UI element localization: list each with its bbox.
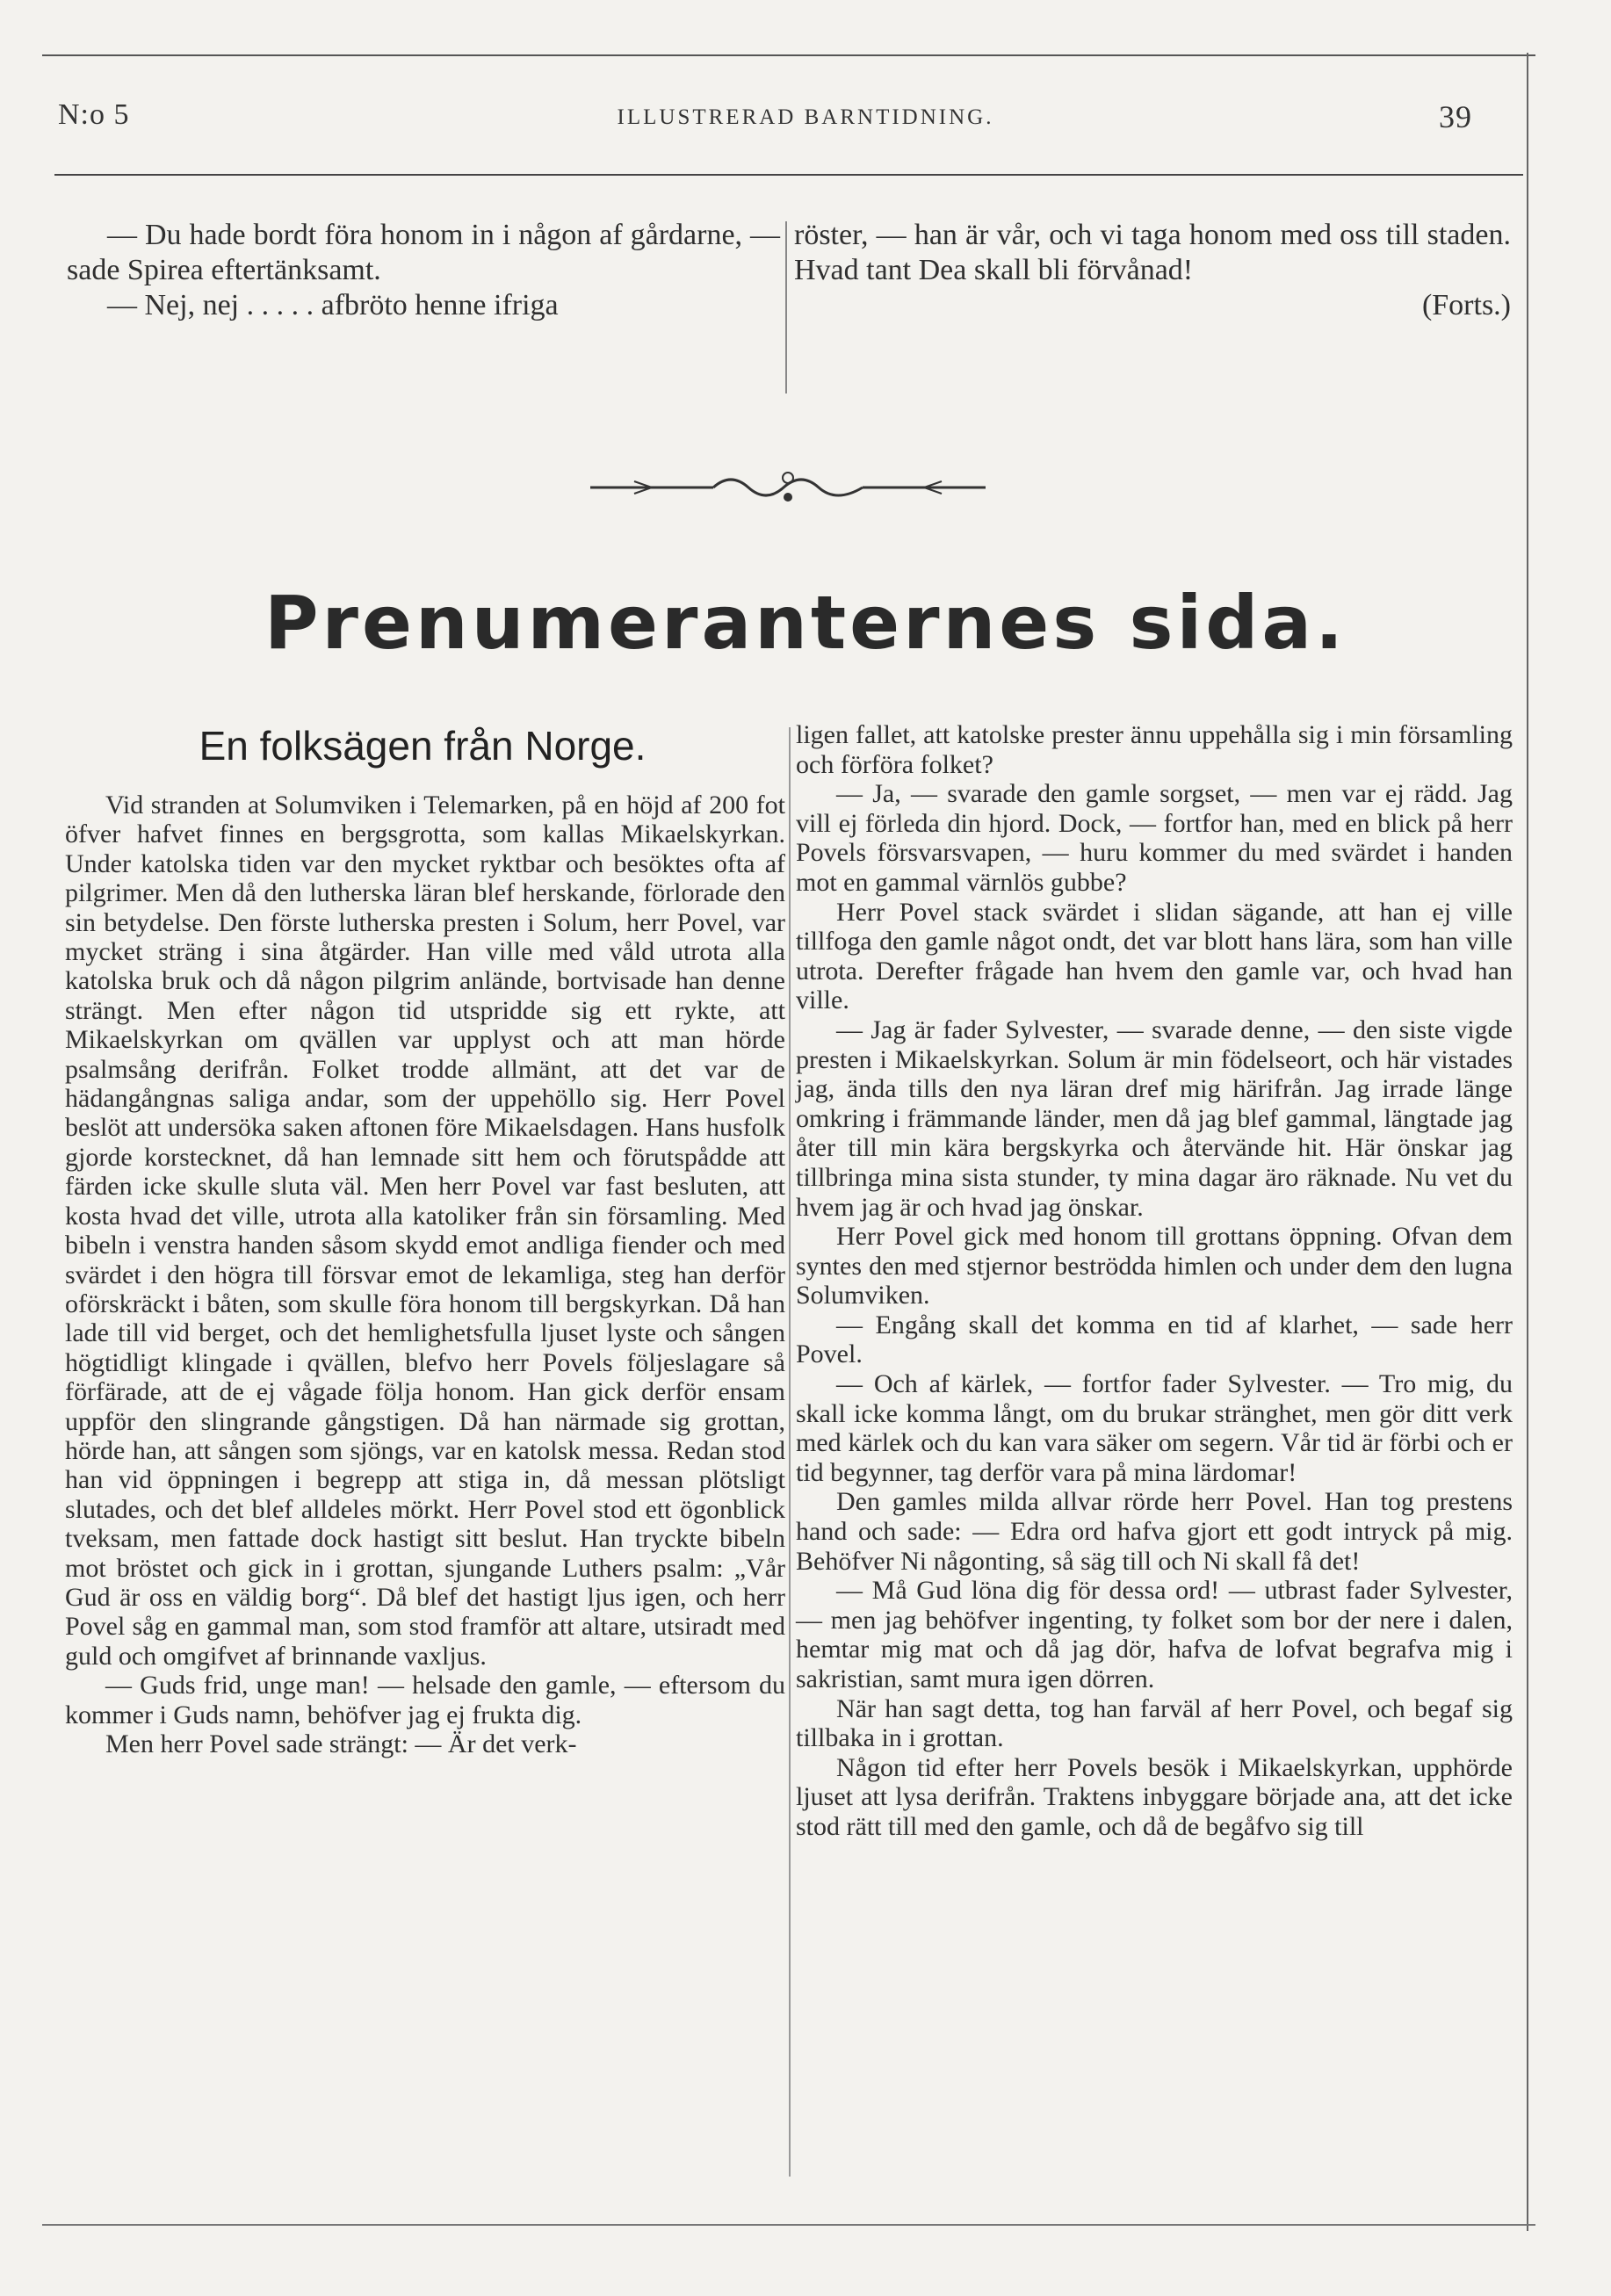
paragraph: — Jag är fader Sylvester, — svarade denne, — den siste vigde presten i Mikaelskyrkan. Solum är min födelseort, och här vistades jag, ända tills den nya läran dref mig härifrån. Jag irrade länge omkring i främmande länder, men då jag blef gammal, längtade jag åter till min kära bergskyrka och återvände hit. Här önskar jag tillbringa mina sista stunder, ty mina dagar äro räknade. Nu vet du hvem jag är och hvad jag önskar. [796,1014,1513,1222]
column-divider [785,221,787,393]
paragraph: Herr Povel gick med honom till grottans öppning. Ofvan dem syntes den med stjernor beströdda himlen och under dem den lugna Solumviken. [796,1222,1513,1310]
paragraph: Men herr Povel sade strängt: — Är det verk- [105,1729,577,1758]
paragraph: Den gamles milda allvar rörde herr Povel. Han tog prestens hand och sade: — Edra ord hafva gjort ett godt intryck på mig. Behöfver Ni någonting, så säg till och Ni skall få det! [796,1487,1513,1576]
paragraph: — Engång skall det komma en tid af klarhet, — sade herr Povel. [796,1310,1513,1369]
paragraph: — Må Gud löna dig för dessa ord! — utbrast fader Sylvester, — men jag behöfver ingenting, ty folket som bor der nere i dalen, hemtar mig mat och då jag dör, hafva de lofvat begrafva mig i sakristian, samt mura igen dörren. [796,1576,1513,1693]
paragraph: — Ja, — svarade den gamle sorgset, — men var ej rädd. Jag vill ej förleda din hjord. Dock, — fortfor han, med en blick på herr Povels försvarsvapen, — huru kommer du med svärdet i handen mot en gammal värnlös gubbe? [796,779,1513,897]
section-title: Prenumeranternes sida. [264,580,1347,666]
page-frame-bottom [42,2224,1535,2226]
article-right-column [796,720,1513,1842]
paragraph: — Och af kärlek, — fortfor fader Sylvester. — Tro mig, du skall icke komma långt, om du brukar stränghet, men gör ditt verk med kärlek och du kan vara säker om segern. Vår tid är förbi och er tid begynner, tag derför vara på mina lärdomar! [796,1369,1513,1487]
paragraph: — Guds frid, unge man! — helsade den gamle, — eftersom du kommer i Guds namn, behöfver jag ej frukta dig. [65,1671,785,1729]
article-left-column [65,791,785,1758]
paragraph: Någon tid efter herr Povels besök i Mikaelskyrkan, upphörde ljuset att lysa derifrån. Traktens inbyggare började ana, att det icke stod rätt till med den gamle, och då de begåfvo sig till [796,1752,1513,1841]
page-frame-right [1527,53,1528,2231]
continued-note: (Forts.) [1421,289,1511,321]
page-frame-top [42,54,1535,56]
paragraph: ligen fallet, att katolske prester ännu uppehålla sig i min församling och förföra folket? [796,720,1513,779]
top-story-left-column [67,218,780,323]
publication-title: ILLUSTRERAD BARNTIDNING. [617,105,994,129]
header-rule [54,174,1523,176]
paragraph: — Nej, nej . . . . . afbröto henne ifriga [107,289,559,321]
paragraph: När han sagt detta, tog han farväl af herr Povel, och begaf sig tillbaka in i grottan. [796,1693,1513,1753]
decorative-ornament-icon [582,466,994,509]
issue-number: N:o 5 [58,98,130,131]
paragraph: Herr Povel stack svärdet i slidan sägande, att han ej ville tillfoga den gamle något ondt, det var blott hans lära, som han ville utrota. Derefter frågade han hvem den gamle var, och hvad han ville. [796,897,1513,1015]
paragraph: — Du hade bordt föra honom in i någon af gårdarne, — sade Spirea eftertänksamt. [67,219,780,286]
paragraph: Vid stranden at Solumviken i Telemarken, på en höjd af 200 fot öfver hafvet finnes en bergsgrotta, som kallas Mikaelskyrkan. Under katolska tiden var den mycket ryktbar och besöktes ofta af pilgrimer. Men då den lutherska läran blef herskande, förlorade den sin betydelse. Den förste lutherska presten i Solum, herr Povel, var mycket sträng i sina åtgärder. Han ville med våld utrota alla katolska bruk och då någon pilgrim anlände, bortvisade han denne strängt. Men efter någon tid utspridde sig ett rykte, att Mikaelskyrkan om qvällen var upplyst och att man hörde psalmsång derifrån. Folket trodde allmänt, att det var de hädangångnas saliga andar, som der uppehöllo sig. Herr Povel beslöt att undersöka saken aftonen före Mikaelsdagen. Hans husfolk gjorde korstecknet, då han lemnade sitt hem och förutspådde att färden icke skulle sluta väl. Men herr Povel var fast besluten, att kosta hvad det ville, utrota alla katoliker från sin församling. Med bibeln i venstra handen såsom skydd emot andliga fiender och med svärdet i den högra till försvar emot de lekamliga, steg han derför oförskräckt i båten, som skulle föra honom till bergskyrkan. Då han lade till vid berget, och det hemlighetsfulla ljuset lyste och sången högtidligt klingade i qvällen, blefvo herr Povels följeslagare så förfärade, att de ej vågade följa honom. Han gick derför ensam uppför den slingrande gångstigen. Då han närmade sig grottan, hörde han, att sången som sjöngs, var en katolsk messa. Redan stod han vid öppningen i begrepp att stiga in, då messan plötsligt slutades, och det blef alldeles mörkt. Herr Povel stod ett ögonblick tveksam, men fattade dock hastigt sitt beslut. Han tryckte bibeln mot bröstet och gick in i grottan, sjungande Luthers psalm: „Vår Gud är oss en väldig borg“. Då blef det hastigt ljus igen, och herr Povel såg en gammal man, som stod framför att altare, utsiradt med guld och omgifvet af brinnande vaxljus. [65,791,785,1671]
paragraph: röster, — han är vår, och vi taga honom med oss till staden. Hvad tant Dea skall bli förvånad! [794,219,1511,286]
top-story-right-column [794,218,1511,323]
article-title: En folksägen från Norge. [199,723,647,769]
column-divider [789,727,791,2177]
page-number: 39 [1439,99,1472,134]
